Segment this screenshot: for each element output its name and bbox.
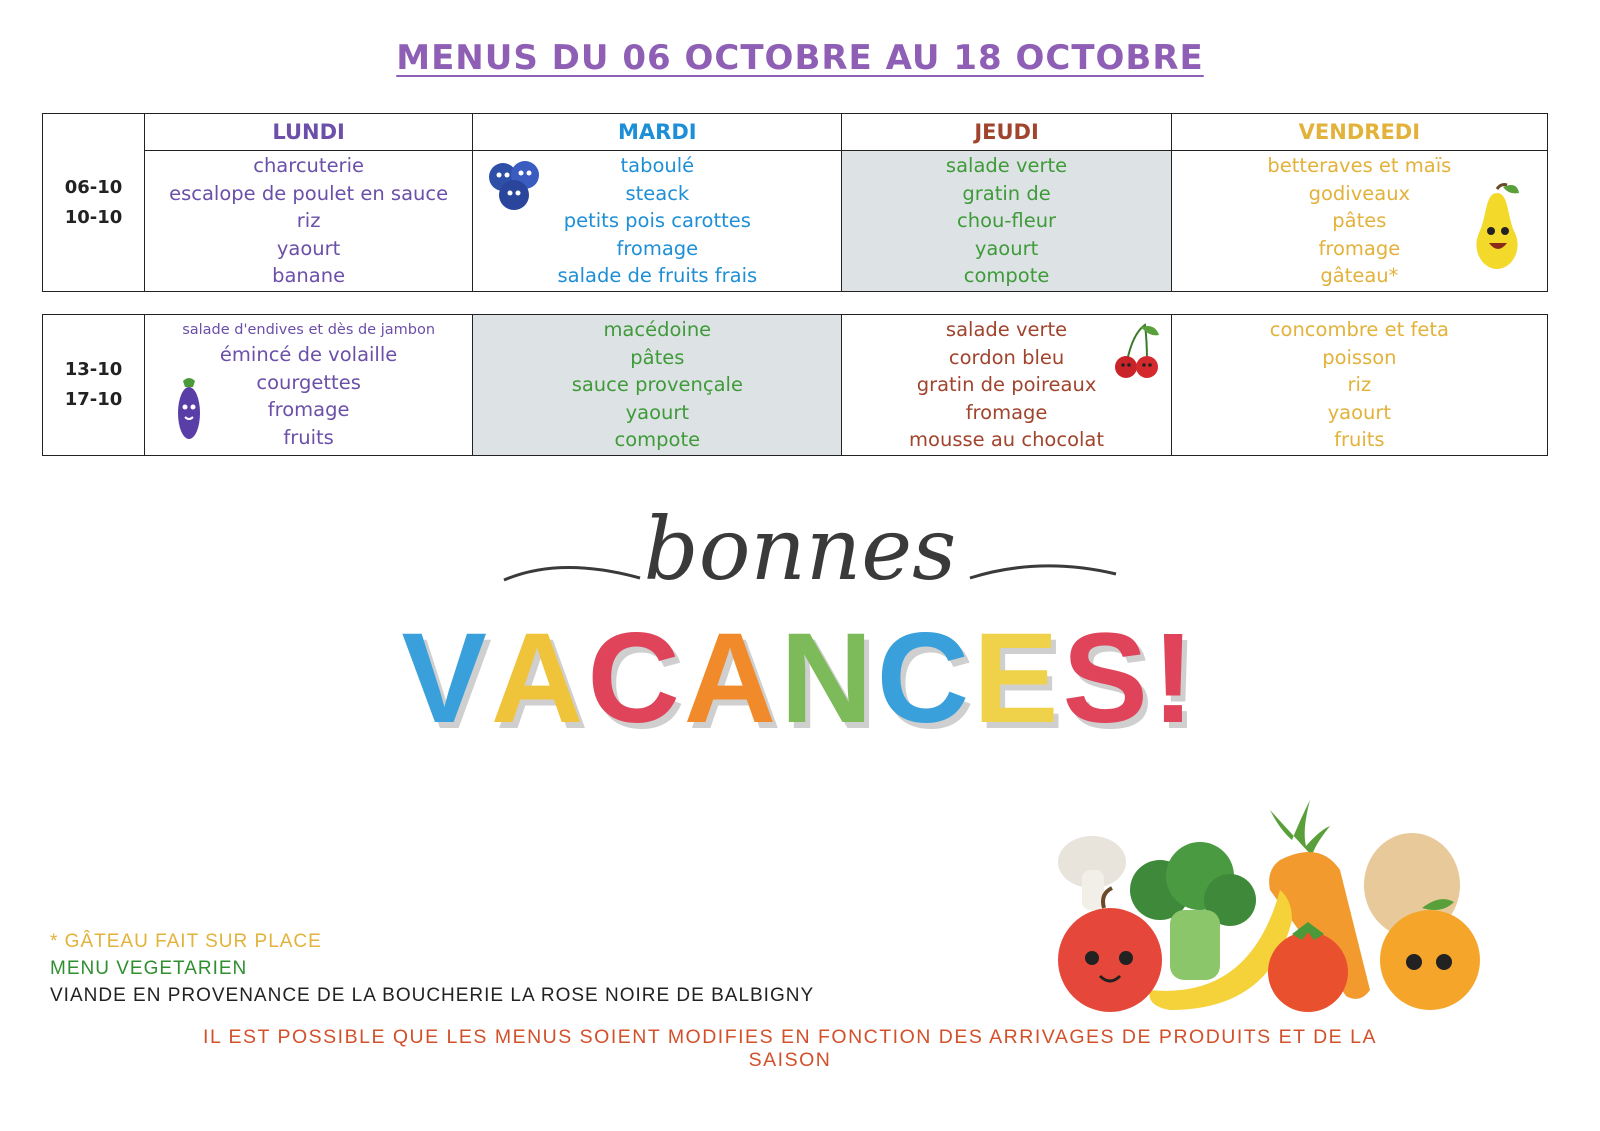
menu-item: gratin de <box>962 181 1051 205</box>
menu-item: riz <box>296 209 321 233</box>
note-gateau: * GÂTEAU FAIT SUR PLACE <box>50 931 322 952</box>
vacances-letter: C <box>876 607 974 750</box>
menu-item: courgettes <box>256 370 361 394</box>
menu-item: escalope de poulet en sauce <box>169 181 449 205</box>
menu-item: banane <box>272 264 346 288</box>
menu-table-week2 <box>42 314 1548 456</box>
week2-date-start: 13-10 <box>64 359 123 380</box>
menu-item: mousse au chocolat <box>909 428 1105 452</box>
menu-item: steack <box>625 181 690 205</box>
menu-item: yaourt <box>625 400 690 424</box>
week1-vendredi-cell <box>1171 151 1547 292</box>
greeting-vacances <box>0 605 1600 752</box>
week1-dates <box>43 114 145 292</box>
menu-item: sauce provençale <box>571 373 743 397</box>
week2-lundi-cell <box>144 315 472 456</box>
week2-date-end: 17-10 <box>64 389 123 410</box>
week1-date-end: 10-10 <box>64 206 123 228</box>
header-jeudi: JEUDI <box>842 114 1171 151</box>
note-vegetarien: MENU VEGETARIEN <box>50 958 248 979</box>
menu-item: fromage <box>616 236 699 260</box>
menu-item: yaourt <box>276 236 341 260</box>
menu-item: gratin de poireaux <box>916 373 1097 397</box>
menu-table-week1 <box>42 113 1548 292</box>
menu-item: godiveaux <box>1308 181 1411 205</box>
vacances-letter: C <box>587 607 684 750</box>
menu-item: pâtes <box>1332 209 1387 233</box>
menu-item: compote <box>614 428 701 452</box>
vacances-letter: E <box>973 607 1063 750</box>
menu-item: salade verte <box>945 318 1068 342</box>
menu-item: riz <box>1347 373 1372 397</box>
note-viande: VIANDE EN PROVENANCE DE LA BOUCHERIE LA ROSE NOIRE DE BALBIGNY <box>50 985 815 1006</box>
menu-item: betteraves et maïs <box>1267 154 1452 178</box>
cherries-icon <box>1111 321 1163 381</box>
menu-item: salade de fruits frais <box>557 264 758 288</box>
week2-dates <box>43 315 145 456</box>
vacances-letter: N <box>780 607 877 750</box>
menu-item: yaourt <box>974 236 1039 260</box>
eggplant-icon <box>167 375 207 445</box>
menu-item: émincé de volaille <box>219 343 398 366</box>
menu-item: salade d'endives et dès de jambon <box>182 322 436 338</box>
week2-mardi-cell <box>473 315 842 456</box>
menu-item: pâtes <box>630 345 685 369</box>
week1-lundi-cell <box>144 151 472 292</box>
greeting-bonnes: bonnes <box>643 500 957 600</box>
menu-item: gâteau* <box>1320 264 1399 288</box>
menu-item: chou-fleur <box>957 209 1057 233</box>
header-mardi: MARDI <box>473 114 842 151</box>
menu-item: cordon bleu <box>948 345 1065 369</box>
vegetables-group-icon <box>1030 790 1500 1020</box>
menu-item: fruits <box>283 425 334 449</box>
vacances-letter: A <box>683 607 781 750</box>
menu-item: macédoine <box>603 318 712 342</box>
week2-jeudi-cell <box>842 315 1171 456</box>
menu-item: salade verte <box>945 154 1068 178</box>
menu-item: poisson <box>1322 345 1397 369</box>
week1-jeudi-cell <box>842 151 1171 292</box>
vacances-letter: V <box>401 607 491 750</box>
vacances-letter: S <box>1062 607 1152 750</box>
notes <box>50 928 814 1009</box>
week1-mardi-cell <box>473 151 842 292</box>
week2-vendredi-cell <box>1171 315 1547 456</box>
menu-item: fruits <box>1334 428 1385 452</box>
footer-disclaimer: IL EST POSSIBLE QUE LES MENUS SOIENT MODIFIES EN FONCTION DES ARRIVAGES DE PRODUITS ET DE LA SAISON <box>203 1026 1377 1071</box>
blueberries-icon <box>481 155 551 215</box>
week1-date-start: 06-10 <box>64 176 123 198</box>
page-title: MENUS DU 06 OCTOBRE AU 18 OCTOBRE <box>396 38 1204 78</box>
pear-icon <box>1467 181 1527 271</box>
header-vendredi: VENDREDI <box>1171 114 1547 151</box>
vacances-letter: ! <box>1151 607 1199 750</box>
vacances-letter: A <box>490 607 588 750</box>
menu-item: petits pois carottes <box>563 209 751 233</box>
menu-item: fromage <box>965 400 1048 424</box>
menu-item: taboulé <box>620 154 695 178</box>
menu-item: concombre et feta <box>1269 318 1449 342</box>
menu-item: fromage <box>1318 236 1401 260</box>
menu-item: compote <box>963 264 1050 288</box>
header-lundi: LUNDI <box>144 114 472 151</box>
menu-item: charcuterie <box>253 154 364 178</box>
menu-item: yaourt <box>1327 400 1392 424</box>
menu-item: fromage <box>267 398 350 421</box>
